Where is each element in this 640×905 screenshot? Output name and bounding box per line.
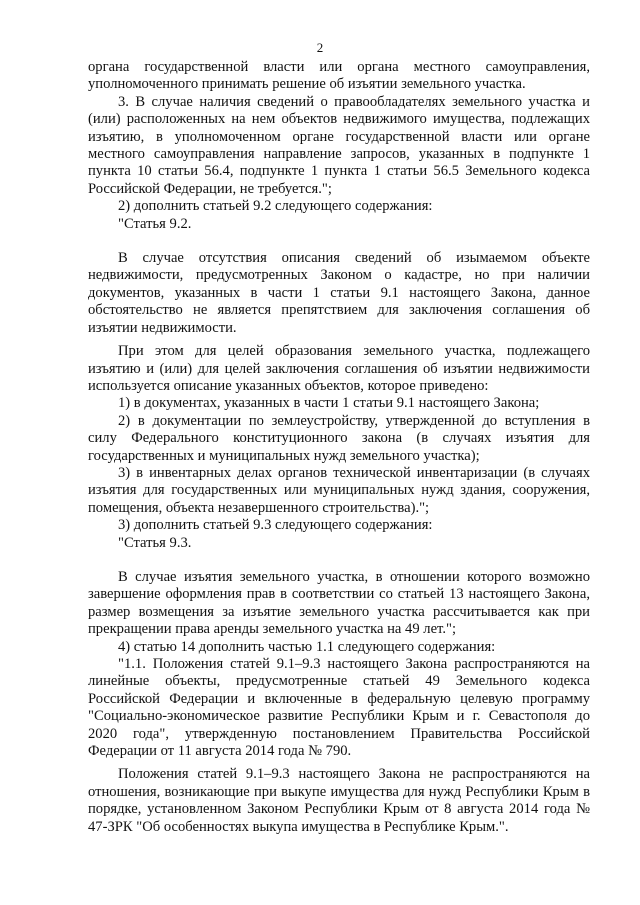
page-number: 2 — [316, 40, 324, 55]
paragraph-article-9-2-purpose: При этом для целей образования земельного участка, подлежащего изъятию и (или) для целей заключения соглашения об изъятии недвижимости используется описание указанных объектов, которое приведено: — [88, 343, 590, 394]
document-body — [88, 59, 590, 836]
paragraph-amendment-3: 3) дополнить статьей 9.3 следующего содержания: — [118, 517, 433, 534]
paragraph-continuation: органа государственной власти или органа местного самоуправления, уполномоченного принимать решение об изъятии земельного участка. — [88, 59, 590, 93]
list-item-1: 1) в документах, указанных в части 1 статьи 9.1 настоящего Закона; — [118, 395, 540, 412]
article-heading-9-2: "Статья 9.2. — [118, 215, 192, 232]
paragraph-item-3: 3. В случае наличия сведений о правообладателях земельного участка и (или) расположенных на нем объектов недвижимого имущества, подлежащих изъятию, в уполномоченном органе государственной власти или органе местного самоуправления направление запросов, указанных в подпункте 1 пункта 10 статьи 56.4, подпункте 1 пункта 1 статьи 56.5 Земельного кодекса Российской Федерации, не требуется."; — [88, 93, 590, 197]
paragraph-amendment-2: 2) дополнить статьей 9.2 следующего содержания: — [118, 198, 433, 215]
paragraph-part-1-1-exception: Положения статей 9.1–9.3 настоящего Закона не распространяются на отношения, возникающие при выкупе имущества для нужд Республики Крым в порядке, установленном Законом Республики Крым от 8 августа 2014 года № 47-ЗРК "Об особенностях выкупа имущества в Республике Крым.". — [88, 766, 590, 835]
paragraph-part-1-1: "1.1. Положения статей 9.1–9.3 настоящего Закона распространяются на линейные объекты, предусмотренные статьей 49 Земельного кодекса Российской Федерации и включенные в федеральную целевую программу "Социально-экономическое развитие Республики Крым и г. Севастополя до 2020 года", утвержденную постановлением Правительства Российской Федерации от 11 августа 2014 года № 790. — [88, 656, 590, 760]
paragraph-amendment-4: 4) статью 14 дополнить частью 1.1 следующего содержания: — [118, 638, 496, 655]
article-heading-9-3: "Статья 9.3. — [118, 534, 192, 551]
list-item-3: 3) в инвентарных делах органов технической инвентаризации (в случаях изъятия для государственных или муниципальных нужд здания, сооружения, помещения, объекта незавершенного строительства)."; — [88, 464, 590, 516]
paragraph-article-9-2-text: В случае отсутствия описания сведений об изымаемом объекте недвижимости, предусмотренных Законом о кадастре, но при наличии документов, указанных в части 1 статьи 9.1 настоящего Закона, данное обстоятельство не является препятствием для заключения соглашения об изъятии недвижимости. — [88, 250, 590, 336]
list-item-2: 2) в документации по землеустройству, утвержденной до вступления в силу Федерального конституционного закона (в случаях изъятия для государственных и муниципальных нужд земельного участка); — [88, 412, 590, 464]
paragraph-article-9-3-text: В случае изъятия земельного участка, в отношении которого возможно завершение оформления прав в соответствии со статьей 13 настоящего Закона, размер возмещения за изъятие земельного участка рассчитывается как при прекращении права аренды земельного участка на 49 лет."; — [88, 568, 590, 638]
